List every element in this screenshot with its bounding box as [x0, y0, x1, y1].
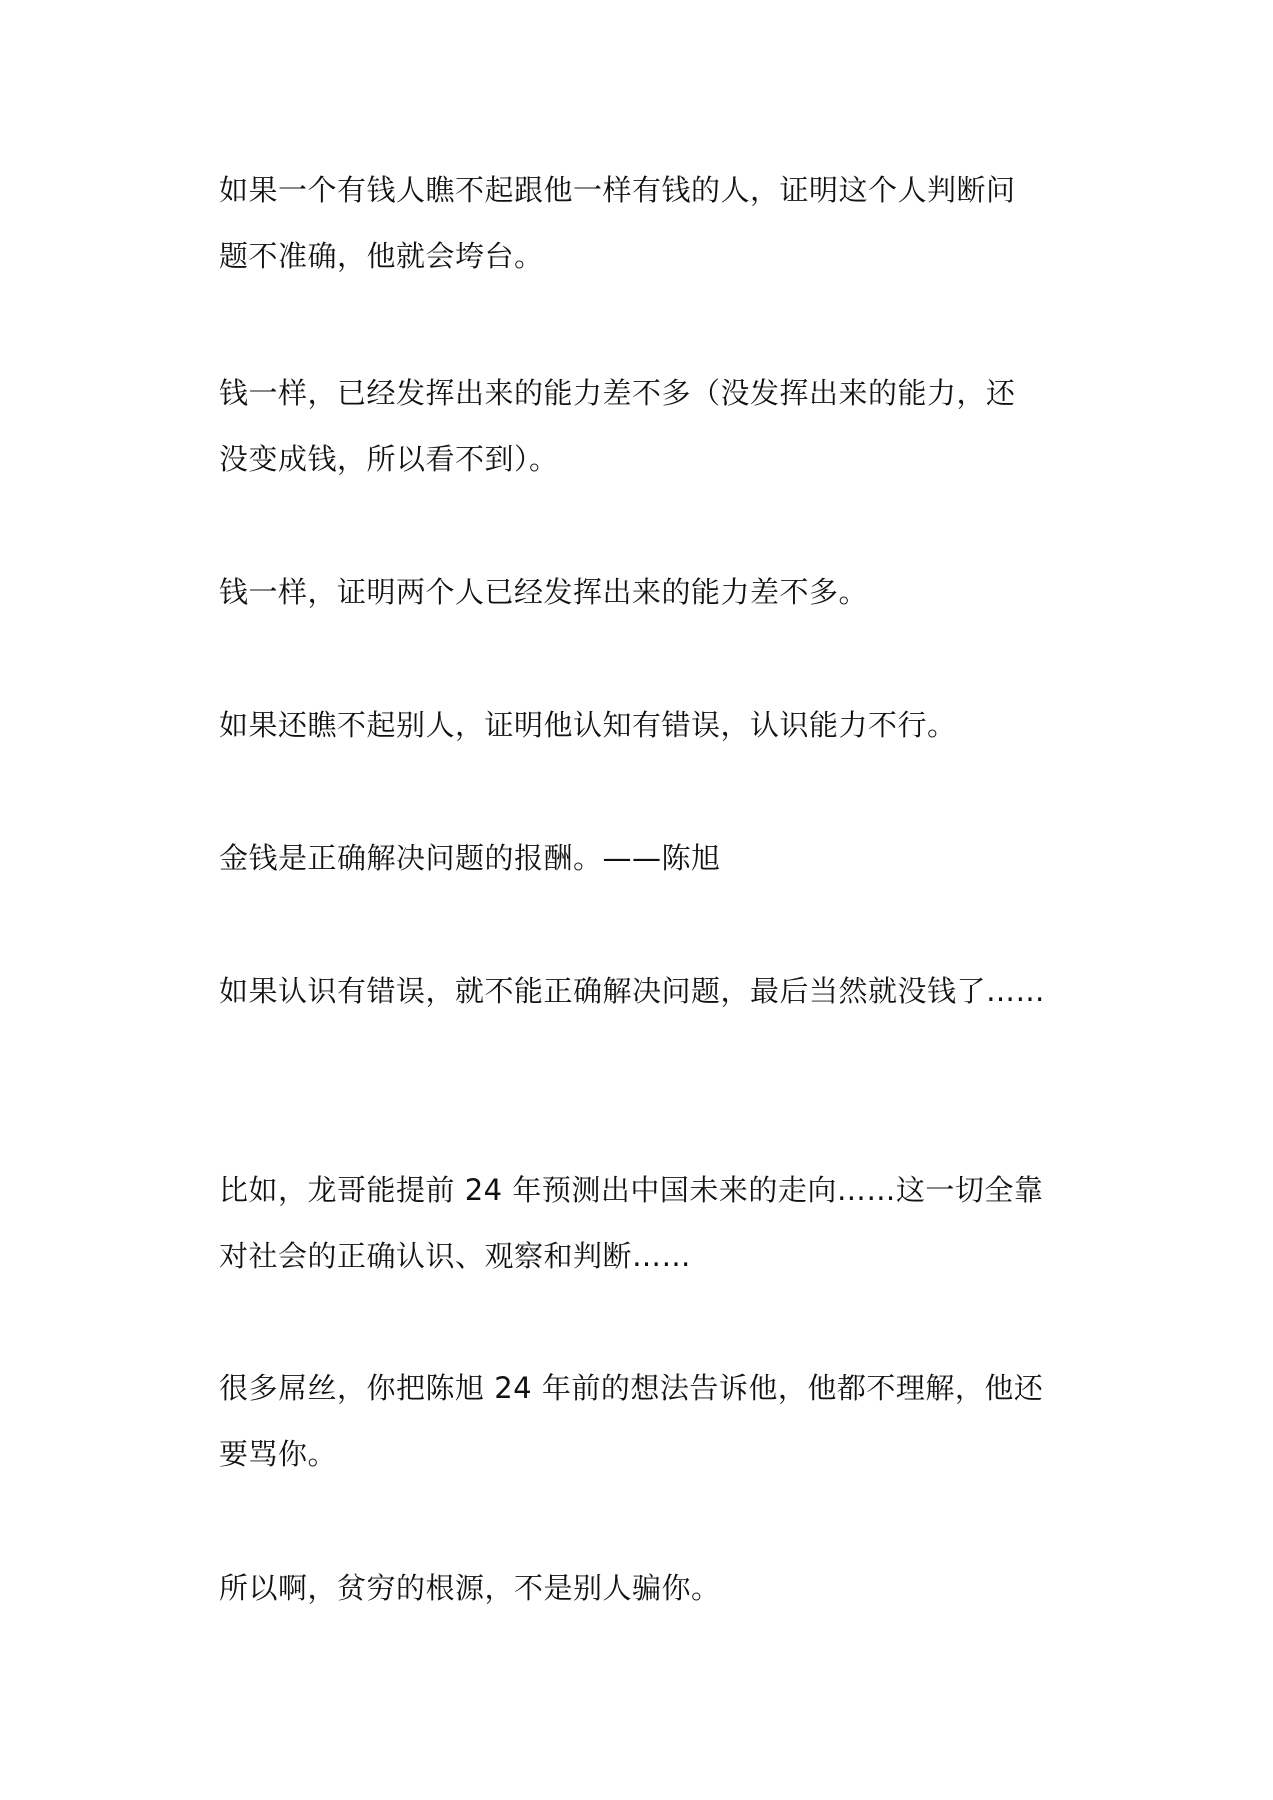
paragraph-line: 比如，龙哥能提前 24 年预测出中国未来的走向……这一切全靠: [219, 1173, 1044, 1207]
paragraph-5: [219, 825, 1069, 891]
paragraph-line: 金钱是正确解决问题的报酬。——陈旭: [219, 841, 721, 875]
paragraph-4: [219, 692, 1069, 758]
paragraph-line: 没变成钱，所以看不到）。: [219, 442, 559, 476]
paragraph-9: [219, 1555, 1069, 1621]
paragraph-line: 题不准确，他就会垮台。: [219, 239, 544, 273]
paragraph-line: 所以啊，贫穷的根源，不是别人骗你。: [219, 1571, 721, 1605]
paragraph-line: 钱一样，已经发挥出来的能力差不多（没发挥出来的能力，还: [219, 376, 1016, 410]
paragraph-line: 如果一个有钱人瞧不起跟他一样有钱的人，证明这个人判断问: [219, 173, 1016, 207]
paragraph-2: [219, 360, 1069, 492]
paragraph-7: [219, 1157, 1069, 1289]
paragraph-6: [219, 958, 1069, 1024]
paragraph-line: 钱一样，证明两个人已经发挥出来的能力差不多。: [219, 575, 869, 609]
paragraph-1: [219, 157, 1069, 289]
paragraph-3: [219, 559, 1069, 625]
paragraph-line: 对社会的正确认识、观察和判断……: [219, 1239, 692, 1273]
paragraph-line: 很多屌丝，你把陈旭 24 年前的想法告诉他，他都不理解，他还: [219, 1371, 1044, 1405]
paragraph-line: 如果认识有错误，就不能正确解决问题，最后当然就没钱了……: [219, 974, 1046, 1008]
paragraph-line: 如果还瞧不起别人，证明他认知有错误，认识能力不行。: [219, 708, 957, 742]
paragraph-line: 要骂你。: [219, 1437, 338, 1471]
paragraph-8: [219, 1355, 1069, 1487]
